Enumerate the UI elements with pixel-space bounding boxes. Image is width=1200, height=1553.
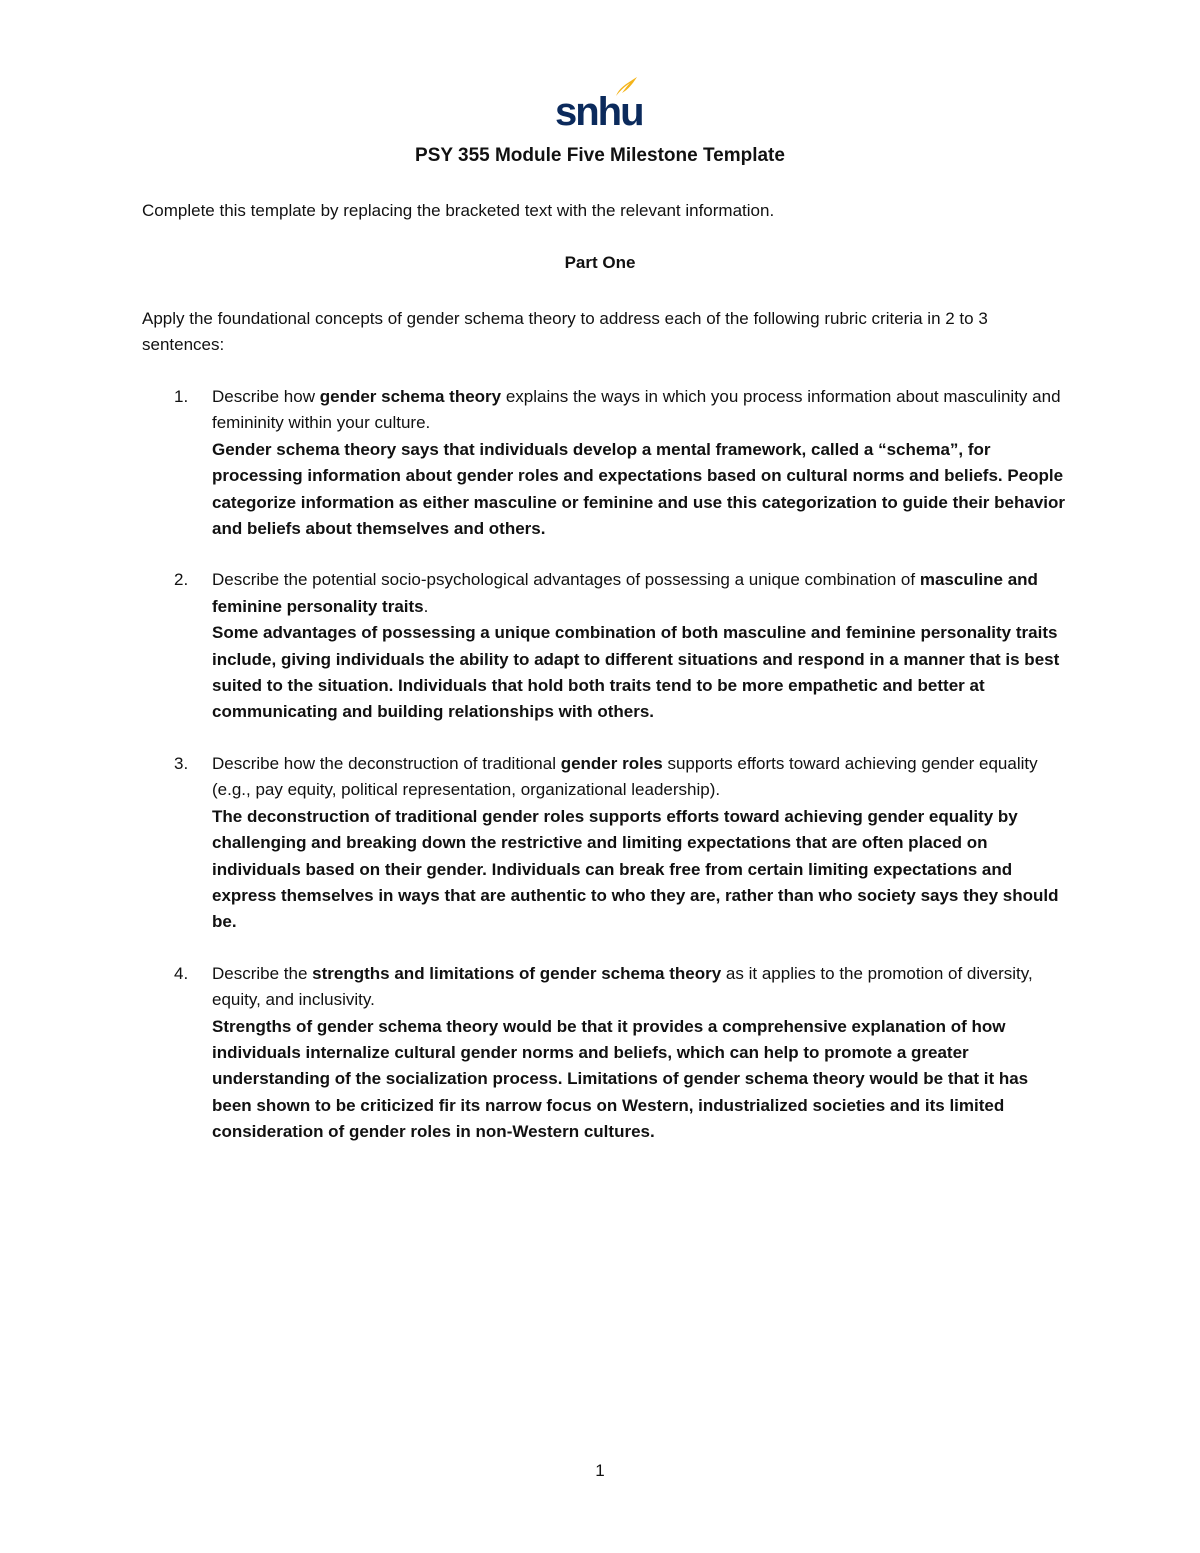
part-heading: Part One xyxy=(564,253,636,272)
apply-instructions: Apply the foundational concepts of gender schema theory to address each of the following rubric criteria in 2 to 3 sentences: xyxy=(142,309,988,354)
item-answer: The deconstruction of traditional gender roles supports efforts toward achieving gender equality by challenging and breaking down the restrictive and limiting expectations that are often placed on individuals based on their gender. Individuals can break free from certain limiting expectations and express themselves in ways that are authentic to who they are, rather than who society says they should be. xyxy=(212,806,1059,932)
item-question: Describe how gender schema theory explains the ways in which you process information about masculinity and femininity within your culture. xyxy=(212,387,1061,433)
item-answer: Some advantages of possessing a unique combination of both masculine and feminine personality traits include, giving individuals the ability to adapt to different situations and respond in a manner that is best suited to the situation. Individuals that hold both traits tend to be more empathetic and better at communicating and building relationships with others. xyxy=(212,623,1060,722)
page-number: 1 xyxy=(595,1461,605,1480)
item-answer: Strengths of gender schema theory would be that it provides a comprehensive explanation of how individuals internalize cultural gender norms and beliefs, which can help to promote a greater understanding of the socialization process. Limitations of gender schema theory would be that it has been shown to be criticized fir its narrow focus on Western, industrialized societies and its limited consideration of gender roles in non-Western cultures. xyxy=(212,1016,1029,1142)
item-number: 4. xyxy=(174,963,189,983)
item-question: Describe the strengths and limitations of gender schema theory as it applies to the promotion of diversity, equity, and inclusivity. xyxy=(212,963,1033,1010)
item-question: Describe how the deconstruction of traditional gender roles supports efforts toward achieving gender equality (e.g., pay equity, political representation, organizational leadership). xyxy=(212,753,1038,800)
item-answer: Gender schema theory says that individuals develop a mental framework, called a “schema”, for processing information about gender roles and expectations based on cultural norms and beliefs. People categorize information as either masculine or feminine and use this categorization to guide their behavior and beliefs about themselves and others. xyxy=(212,439,1066,539)
rubric-list xyxy=(142,384,1067,1171)
document-title: PSY 355 Module Five Milestone Template xyxy=(415,145,785,166)
intro-text: Complete this template by replacing the bracketed text with the relevant information. xyxy=(142,201,775,220)
list-item xyxy=(142,384,1067,542)
snhu-logo xyxy=(555,74,643,134)
list-item xyxy=(142,751,1067,936)
logo-wordmark: snhu xyxy=(555,90,643,134)
item-number: 1. xyxy=(174,387,189,406)
list-item xyxy=(142,567,1067,725)
item-question: Describe the potential socio-psychological advantages of possessing a unique combination of masculine and feminine personality traits. xyxy=(212,570,1038,616)
item-number: 2. xyxy=(174,570,189,590)
item-number: 3. xyxy=(174,753,189,773)
list-item xyxy=(142,961,1067,1146)
